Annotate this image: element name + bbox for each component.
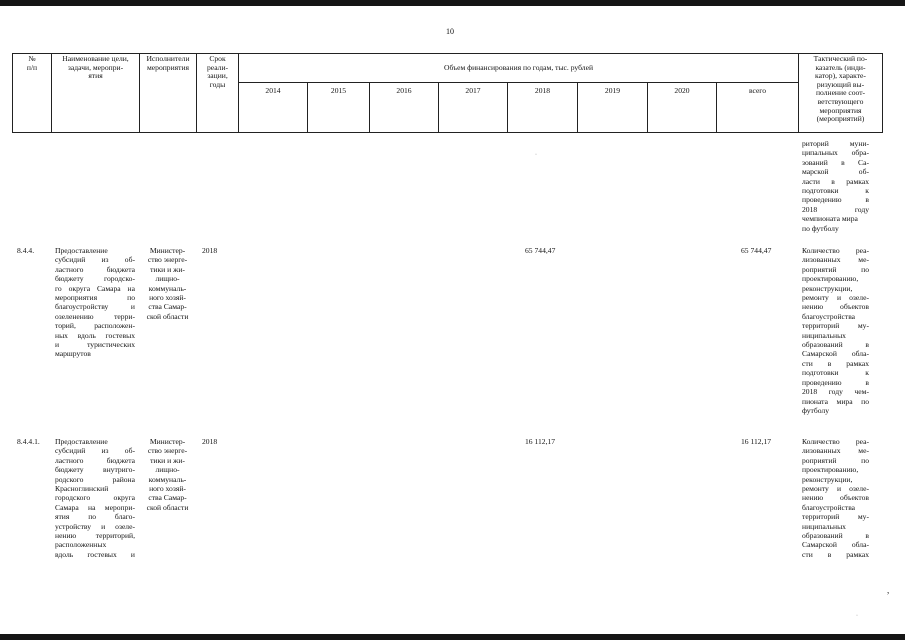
scan-top-border — [0, 0, 905, 6]
text-line: образований в — [802, 531, 869, 541]
header-year-2018: 2018 — [534, 86, 551, 95]
text-line: 2018 году — [802, 204, 869, 214]
row-8-4-4-1-executor — [140, 437, 195, 512]
text-line: ремонту и озеле- — [802, 484, 869, 494]
text-line: нению территорий, — [55, 531, 135, 541]
text-line: 2018 году чем- — [802, 387, 869, 397]
text-line: пионата мира по — [802, 396, 869, 406]
text-line: ного хозяй- — [149, 484, 186, 494]
text-line: родского района — [55, 474, 135, 484]
scan-speck: · — [856, 613, 858, 619]
header-year-2019: 2019 — [604, 86, 621, 95]
text-line: ласти в рамках — [802, 176, 869, 186]
row-8-4-4-goal — [55, 246, 135, 359]
row-8-4-4-1-indicator — [802, 437, 869, 559]
text-line: ство энерге- — [147, 446, 188, 456]
row-8-4-4-executor — [140, 246, 195, 321]
text-line: устройству и озеле- — [55, 521, 135, 531]
header-line-right — [882, 53, 883, 133]
text-line: реконструкции, — [802, 474, 853, 484]
continuation-indicator — [802, 139, 869, 233]
finance-subheader-line — [238, 82, 799, 83]
row-8-4-4-1-goal — [55, 437, 135, 559]
header-year-total: всего — [748, 86, 767, 95]
scan-bottom-border — [0, 634, 905, 640]
text-line: тики и жи- — [150, 455, 185, 465]
text-line: ства Самар- — [148, 302, 187, 312]
text-line: благоустройства — [802, 311, 856, 321]
text-line: ской области — [146, 311, 189, 321]
table-header — [12, 53, 883, 133]
text-line: озеленению терри- — [55, 311, 135, 321]
text-line: торий, расположен- — [55, 321, 135, 331]
text-line: Количество реа- — [802, 437, 869, 446]
text-line: коммуналь- — [148, 283, 187, 293]
header-year-2020: 2020 — [674, 86, 690, 95]
text-line: Красноглинский — [55, 484, 109, 494]
header-year-2016: 2016 — [396, 86, 412, 95]
text-line: нению объектов — [802, 302, 869, 312]
text-line: ятия по благо- — [55, 512, 135, 522]
text-line: ской области — [146, 502, 189, 512]
text-line: сти в рамках — [802, 358, 869, 368]
text-line: проведению в — [802, 377, 869, 387]
row-8-4-4-1-amount-2018: 16 112,17 — [525, 437, 556, 446]
text-line: бюджету внутриго- — [55, 465, 135, 475]
row-number-8-4-4-1: 8.4.4.1. — [17, 437, 40, 446]
header-col-executor: Исполнители мероприятия — [146, 54, 190, 72]
text-line: чемпионата мира — [802, 214, 858, 224]
header-col-number: № п/п — [26, 54, 38, 72]
scan-speck: , — [887, 585, 890, 595]
row-8-4-4-total: 65 744,47 — [741, 246, 772, 255]
text-line: марской об- — [802, 167, 869, 177]
text-line: тики и жи- — [150, 264, 185, 274]
text-line: по футболу — [802, 223, 839, 233]
header-year-2015: 2015 — [330, 86, 347, 95]
text-line: Самара на меропри- — [55, 502, 135, 512]
row-8-4-4-1-total: 16 112,17 — [741, 437, 772, 446]
text-line: ниципальных — [802, 521, 846, 531]
text-line: ластного бюджета — [55, 455, 135, 465]
header-col-goal: Наименование цели, задачи, меропри- ятия — [62, 54, 129, 81]
text-line: подготовки к — [802, 186, 869, 196]
text-line: Предоставление — [55, 246, 108, 255]
text-line: лизованных ме- — [802, 255, 869, 265]
header-col-term: Срок реали- зации, годы — [206, 54, 229, 89]
text-line: ство энерге- — [147, 255, 188, 265]
scan-speck: · — [535, 152, 537, 158]
text-line: риторий муни- — [802, 139, 869, 148]
text-line: роприятий по — [802, 264, 869, 274]
text-line: коммуналь- — [148, 474, 187, 484]
header-line-top — [12, 53, 883, 54]
row-8-4-4-1-term: 2018 — [202, 437, 218, 446]
text-line: реконструкции, — [802, 283, 853, 293]
text-line: роприятий по — [802, 455, 869, 465]
text-line: Министер- — [149, 437, 186, 446]
page-number: 10 — [446, 27, 454, 36]
text-line: маршрутов — [55, 349, 91, 359]
text-line: ластного бюджета — [55, 264, 135, 274]
header-year-2014: 2014 — [265, 86, 281, 95]
text-line: мероприятия по — [55, 293, 135, 303]
text-line: проектированию, — [802, 274, 859, 284]
header-year-2017: 2017 — [465, 86, 481, 95]
row-8-4-4-term: 2018 — [202, 246, 218, 255]
text-line: Министер- — [149, 246, 186, 255]
text-line: подготовки к — [802, 368, 869, 378]
header-col-indicator: Тактический по- казатель (инди- катор), характе- ризующий вы- полнение соот- ветствующего мероприятия (мероприятий) — [813, 54, 868, 124]
row-8-4-4-amount-2018: 65 744,47 — [525, 246, 556, 255]
text-line: лизованных ме- — [802, 446, 869, 456]
row-8-4-4-indicator — [802, 246, 869, 415]
text-line: ных вдоль гостевых — [55, 330, 135, 340]
row-number-8-4-4: 8.4.4. — [17, 246, 35, 255]
text-line: городского округа — [55, 493, 135, 503]
text-line: ного хозяй- — [149, 293, 186, 303]
text-line: бюджету городско- — [55, 274, 135, 284]
text-line: Самарской обла- — [802, 540, 869, 550]
text-line: зований в Са- — [802, 157, 869, 167]
text-line: проведению в — [802, 195, 869, 205]
text-line: Предоставление — [55, 437, 108, 446]
header-col-finance: Объем финансирования по годам, тыс. рублей — [443, 63, 594, 72]
text-line: территорий му- — [802, 512, 869, 522]
text-line: расположенных — [55, 540, 107, 550]
text-line: территорий му- — [802, 321, 869, 331]
text-line: ремонту и озеле- — [802, 293, 869, 303]
text-line: благоустройству и — [55, 302, 135, 312]
header-line-bottom — [12, 132, 883, 133]
text-line: благоустройства — [802, 502, 856, 512]
text-line: проектированию, — [802, 465, 859, 475]
text-line: ниципальных — [802, 330, 846, 340]
text-line: го округа Самара на — [55, 283, 135, 293]
text-line: и туристических — [55, 340, 135, 350]
text-line: лищно- — [155, 274, 180, 284]
text-line: субсидий из об- — [55, 446, 135, 456]
text-line: футболу — [802, 405, 829, 415]
text-line: лищно- — [155, 465, 180, 475]
text-line: Самарской обла- — [802, 349, 869, 359]
text-line: вдоль гостевых и — [55, 549, 135, 559]
text-line: Количество реа- — [802, 246, 869, 255]
text-line: сти в рамках — [802, 549, 869, 559]
text-line: ципальных обра- — [802, 148, 869, 158]
text-line: субсидий из об- — [55, 255, 135, 265]
text-line: образований в — [802, 340, 869, 350]
text-line: нению объектов — [802, 493, 869, 503]
text-line: ства Самар- — [148, 493, 187, 503]
